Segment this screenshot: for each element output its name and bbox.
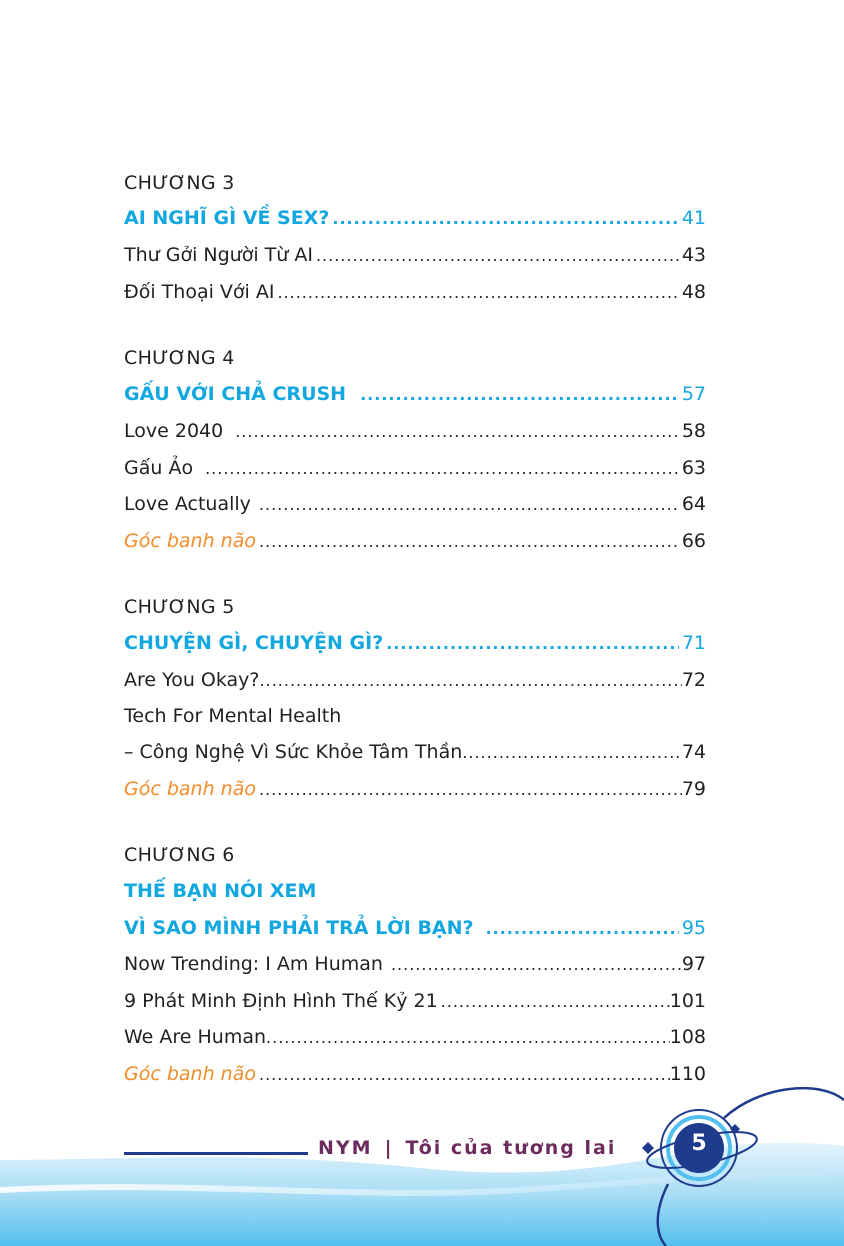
leader-dots xyxy=(332,209,678,228)
toc-entry[interactable] xyxy=(124,281,706,303)
toc-entry[interactable] xyxy=(124,457,706,479)
toc-entry-corner[interactable] xyxy=(124,778,706,800)
toc-page: 79 xyxy=(681,778,706,800)
leader-dots xyxy=(386,634,679,653)
chapter-6-label: CHƯƠNG 6 xyxy=(124,844,235,866)
toc-entry[interactable] xyxy=(124,741,706,763)
toc-page: 108 xyxy=(669,1026,706,1048)
toc-entry[interactable] xyxy=(124,669,706,691)
toc-text: Thư Gởi Người Từ AI xyxy=(124,244,313,266)
toc-page: 43 xyxy=(681,244,706,266)
chapter-6-title-line[interactable]: THẾ BẠN NÓI XEM xyxy=(124,880,317,902)
toc-page: 63 xyxy=(681,457,706,479)
toc-title: VÌ SAO MÌNH PHẢI TRẢ LỜI BẠN? xyxy=(124,917,474,939)
toc-text: – Công Nghệ Vì Sức Khỏe Tâm Thần xyxy=(124,741,463,763)
toc-page: 74 xyxy=(681,741,706,763)
toc-page: 71 xyxy=(681,632,706,654)
toc-page: 101 xyxy=(669,990,706,1012)
toc-page: 97 xyxy=(681,953,706,975)
leader-dots xyxy=(316,246,679,265)
page-number: 5 xyxy=(691,1131,707,1156)
orbit-badge-icon xyxy=(600,1080,844,1246)
toc-text: We Are Human xyxy=(124,1026,267,1048)
footer-separator: | xyxy=(384,1137,394,1159)
leader-dots xyxy=(277,283,678,302)
leader-dots xyxy=(266,1028,670,1047)
toc-page: 64 xyxy=(681,493,706,515)
toc-title: CHUYỆN GÌ, CHUYỆN GÌ? xyxy=(124,632,384,654)
toc-text: Góc banh não xyxy=(124,530,256,552)
leader-dots xyxy=(486,919,679,938)
leader-dots xyxy=(259,495,679,514)
toc-page: 41 xyxy=(681,207,706,229)
chapter-5-title-entry[interactable] xyxy=(124,632,706,654)
toc-text: Đối Thoại Với AI xyxy=(124,281,275,303)
leader-dots xyxy=(391,955,682,974)
leader-dots xyxy=(205,459,679,478)
toc-entry[interactable] xyxy=(124,493,706,515)
toc-text: Góc banh não xyxy=(124,778,256,800)
leader-dots xyxy=(441,992,670,1011)
toc-entry[interactable] xyxy=(124,420,706,442)
leader-dots xyxy=(260,671,682,690)
toc-title: GẤU VỚI CHẢ CRUSH xyxy=(124,383,347,405)
toc-page: 57 xyxy=(681,383,706,405)
toc-entry[interactable] xyxy=(124,244,706,266)
toc-text: Love 2040 xyxy=(124,420,224,442)
chapter-3-label: CHƯƠNG 3 xyxy=(124,172,235,194)
footer-branding xyxy=(318,1137,616,1159)
toc-text: Love Actually xyxy=(124,493,251,515)
toc-page: 48 xyxy=(681,281,706,303)
toc-text: 9 Phát Minh Định Hình Thế Kỷ 21 xyxy=(124,990,438,1012)
toc-entry-line[interactable]: Tech For Mental Health xyxy=(124,705,342,727)
footer-rule xyxy=(124,1152,308,1155)
toc-page: 66 xyxy=(681,530,706,552)
leader-dots xyxy=(259,532,679,551)
leader-dots xyxy=(259,780,682,799)
toc-text: Now Trending: I Am Human xyxy=(124,953,383,975)
toc-text: Are You Okay? xyxy=(124,669,260,691)
toc-entry[interactable] xyxy=(124,990,706,1012)
leader-dots xyxy=(235,422,679,441)
toc-entry-corner[interactable] xyxy=(124,530,706,552)
chapter-3-title-entry[interactable] xyxy=(124,207,706,229)
toc-text: Góc banh não xyxy=(124,1063,256,1085)
chapter-4-title-entry[interactable] xyxy=(124,383,706,405)
toc-page: 58 xyxy=(681,420,706,442)
chapter-4-label: CHƯƠNG 4 xyxy=(124,347,235,369)
footer-brand: NYM xyxy=(318,1137,373,1159)
toc-entry[interactable] xyxy=(124,953,706,975)
toc-page: 72 xyxy=(681,669,706,691)
chapter-6-title-entry[interactable] xyxy=(124,917,706,939)
toc-page: 95 xyxy=(681,917,706,939)
leader-dots xyxy=(462,743,682,762)
toc-text: Gấu Ảo xyxy=(124,457,194,479)
chapter-5-label: CHƯƠNG 5 xyxy=(124,596,235,618)
toc-page: 110 xyxy=(669,1063,706,1085)
toc-title: AI NGHĨ GÌ VỀ SEX? xyxy=(124,207,330,229)
toc-entry[interactable] xyxy=(124,1026,706,1048)
leader-dots xyxy=(360,385,679,404)
footer-tagline: Tôi của tương lai xyxy=(405,1137,617,1159)
